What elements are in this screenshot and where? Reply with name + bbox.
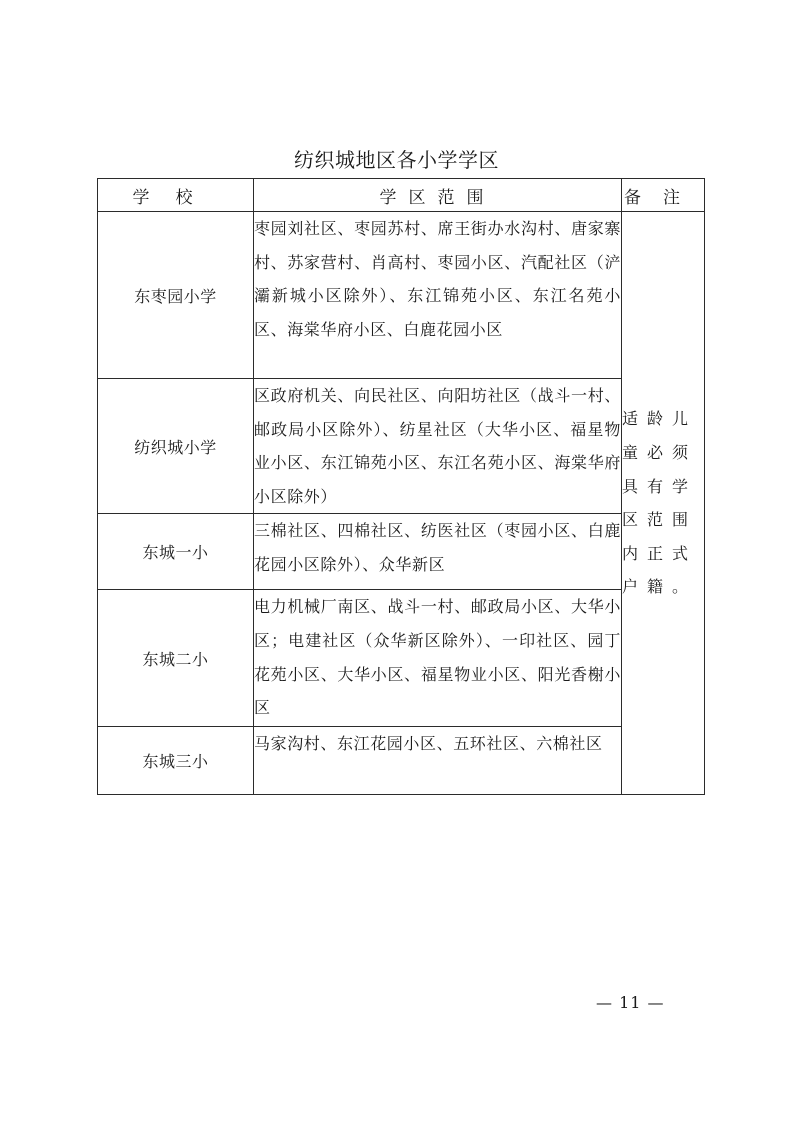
district-range: 三棉社区、四棉社区、纺医社区（枣园小区、白鹿花园小区除外）、众华新区: [254, 514, 622, 590]
table-row: [98, 590, 705, 727]
school-name: 东枣园小学: [98, 212, 254, 379]
district-range: 枣园刘社区、枣园苏村、席王街办水沟村、唐家寨村、苏家营村、肖高村、枣园小区、汽配社区（浐灞新城小区除外）、东江锦苑小区、东江名苑小区、海棠华府小区、白鹿花园小区: [254, 212, 622, 379]
school-name: 东城三小: [98, 727, 254, 795]
district-range: 电力机械厂南区、战斗一村、邮政局小区、大华小区；电建社区（众华新区除外）、一印社区、园丁花苑小区、大华小区、福星物业小区、阳光香榭小区: [254, 590, 622, 727]
table-row: [98, 514, 705, 590]
note-line: 适龄儿: [622, 409, 698, 429]
page-number: — 11 —: [596, 993, 665, 1012]
note-line: 内正式: [622, 543, 698, 563]
note-line: 户籍。: [622, 577, 698, 597]
note-line: 区范围: [622, 510, 698, 530]
table-row: [98, 379, 705, 514]
note-line: 童必须: [622, 443, 698, 462]
header-range: 学区范围: [254, 179, 622, 212]
school-name: 纺织城小学: [98, 379, 254, 514]
header-school: 学校: [98, 179, 254, 212]
document-title: 纺织城地区各小学学区: [294, 148, 499, 172]
header-note: 备注: [622, 179, 705, 212]
district-range: 马家沟村、东江花园小区、五环社区、六棉社区: [254, 727, 622, 795]
note-cell: [622, 212, 705, 795]
note-line: 具有学: [622, 476, 698, 496]
table-row: [98, 212, 705, 379]
district-range: 区政府机关、向民社区、向阳坊社区（战斗一村、邮政局小区除外）、纺星社区（大华小区、福星物业小区、东江锦苑小区、东江名苑小区、海棠华府小区除外）: [254, 379, 622, 514]
table-header-row: [98, 179, 705, 212]
table-row: [98, 727, 705, 795]
school-district-table: [97, 178, 705, 795]
school-name: 东城二小: [98, 590, 254, 727]
school-name: 东城一小: [98, 514, 254, 590]
